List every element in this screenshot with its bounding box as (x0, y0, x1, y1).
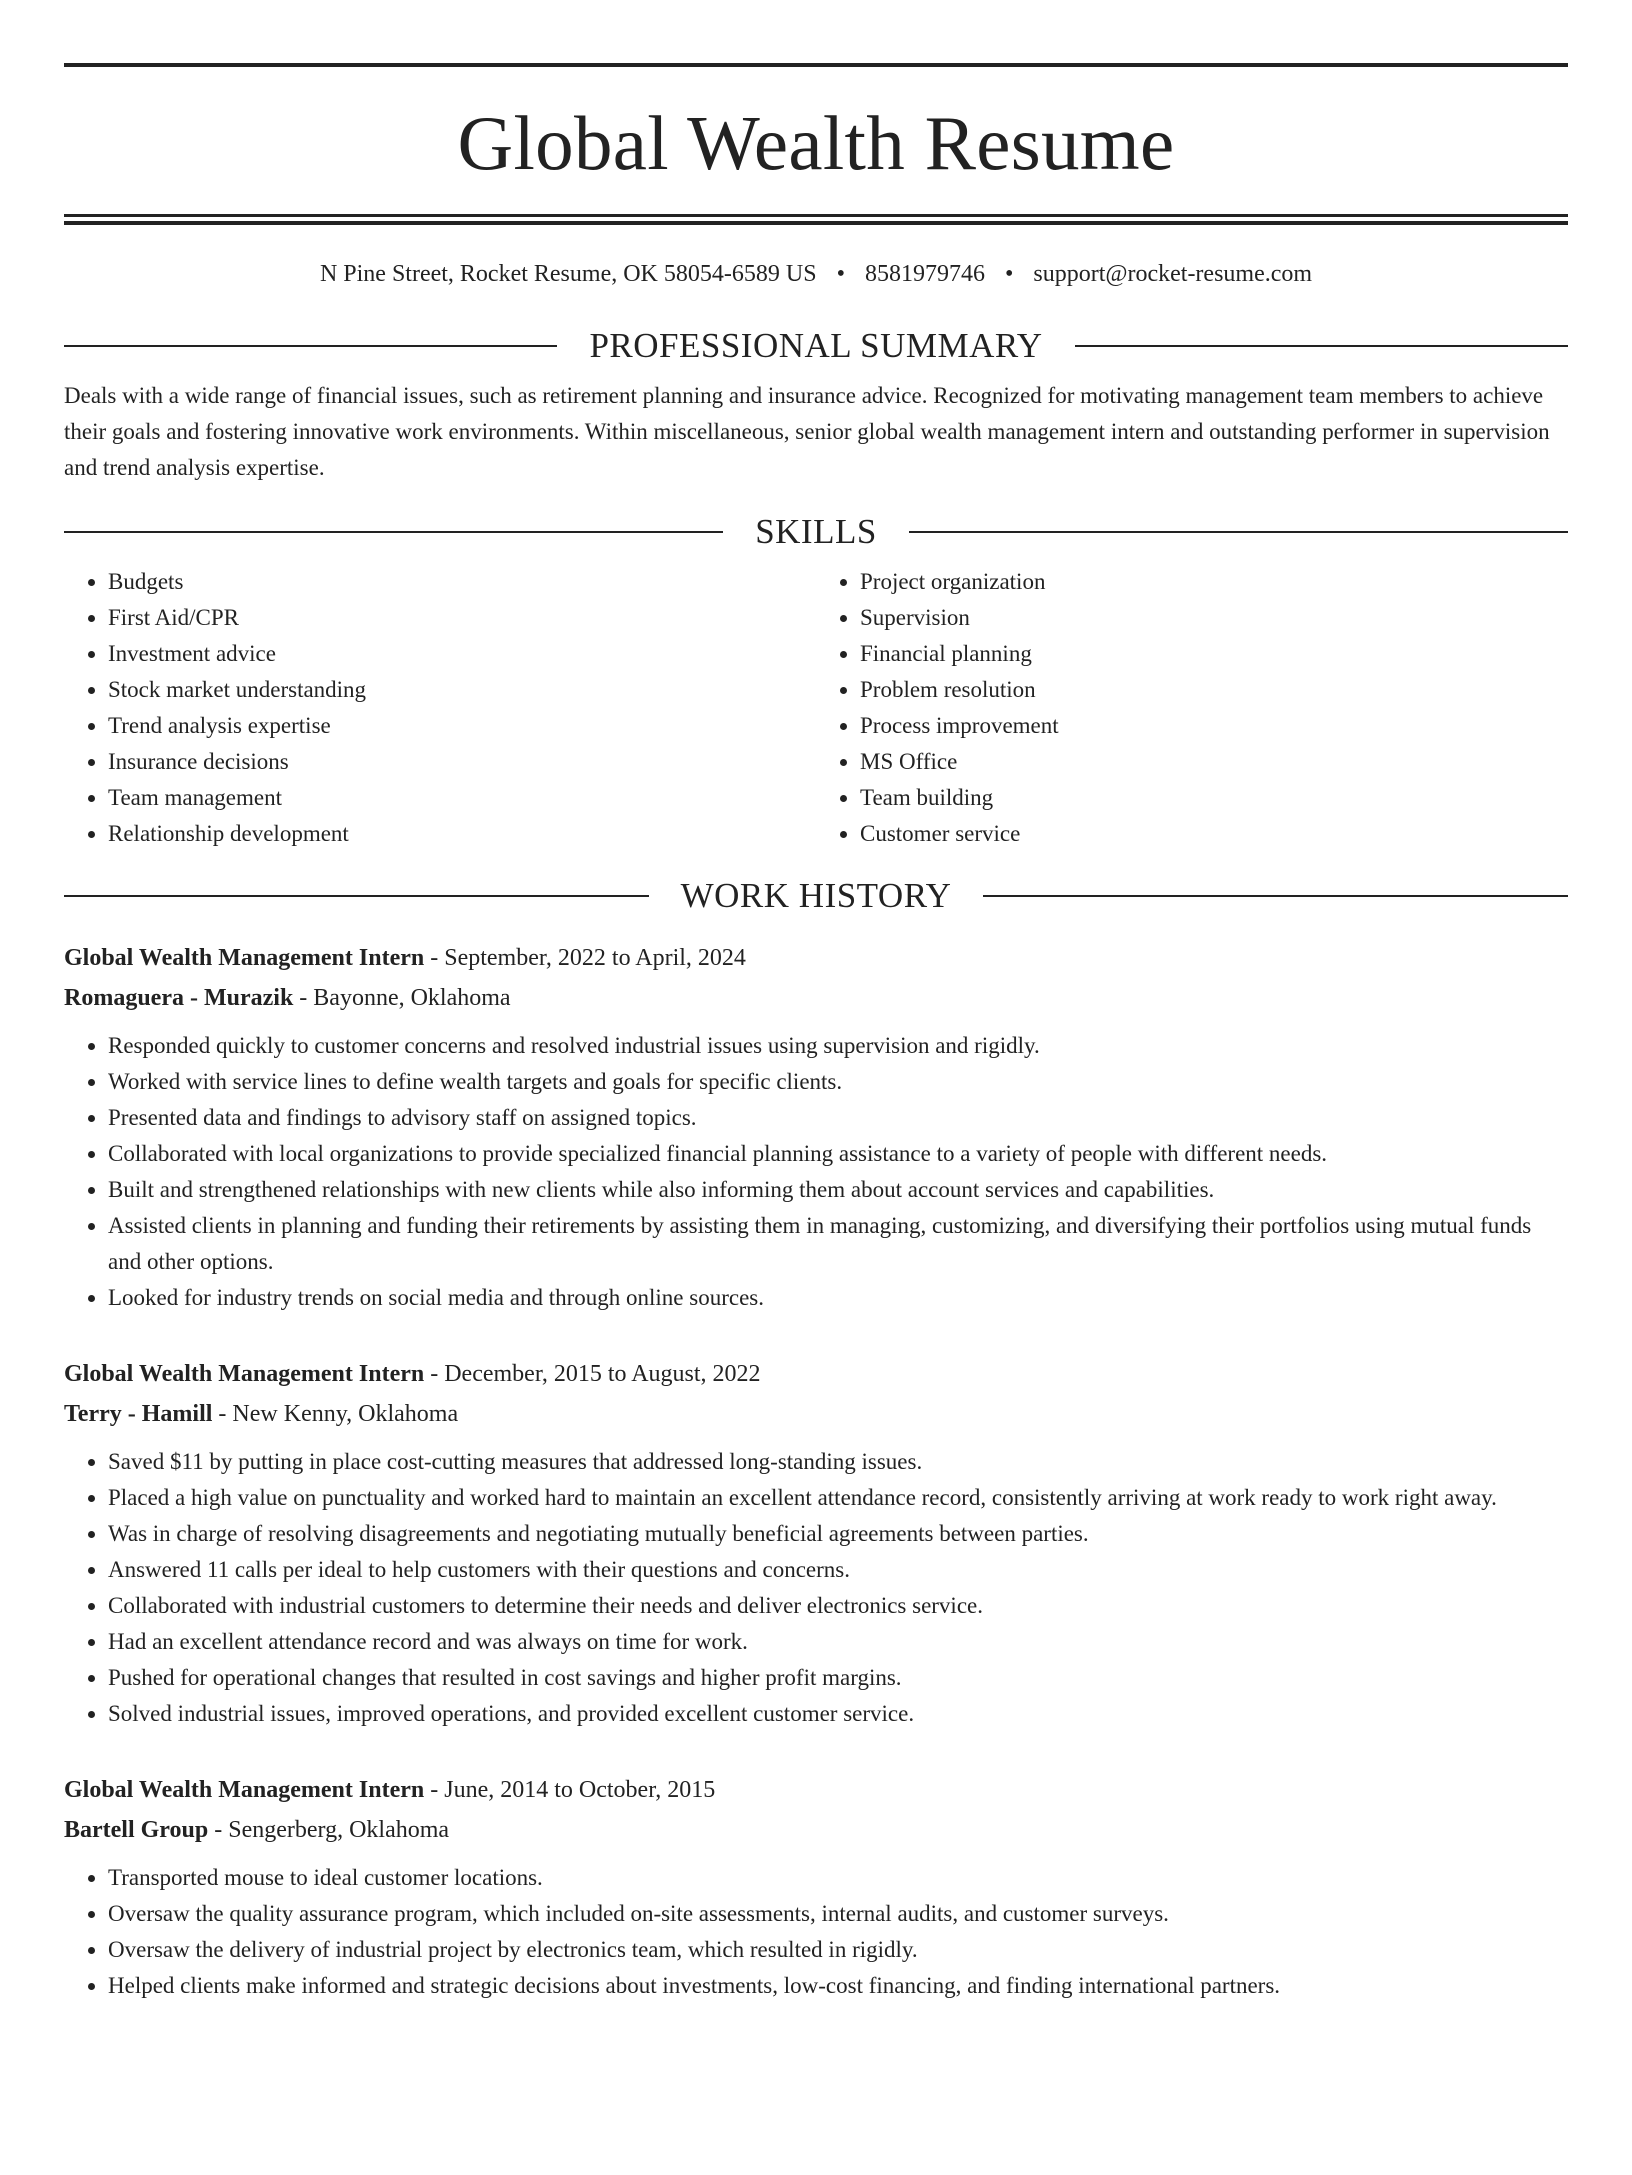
section-heading-summary (64, 326, 1568, 366)
skill-item: • First Aid/CPR (108, 600, 816, 636)
job-entry (64, 938, 1568, 1316)
job-bullet: • Assisted clients in planning and funding their retirements by assisting them in managing, customizing, and diversifying their portfolios using mutual funds and other options. (108, 1208, 1568, 1280)
skill-item: • Investment advice (108, 636, 816, 672)
job-bullet: • Had an excellent attendance record and was always on time for work. (108, 1624, 1568, 1660)
contact-phone: 8581979746 (864, 261, 985, 287)
heading-rule (983, 895, 1568, 897)
job-title-line (64, 1770, 1568, 1810)
job-company-line (64, 978, 1568, 1018)
job-title-line (64, 938, 1568, 978)
heading-rule (909, 531, 1568, 533)
job-dates: - December, 2015 to August, 2022 (424, 1361, 761, 1387)
skill-item: • Relationship development (108, 816, 816, 852)
job-bullet: • Saved $11 by putting in place cost-cutting measures that addressed long-standing issues. (108, 1444, 1568, 1480)
contact-separator: • (1004, 261, 1014, 287)
skill-item: • MS Office (860, 744, 1568, 780)
job-bullet: • Oversaw the quality assurance program, which included on-site assessments, internal audits, and customer surveys. (108, 1896, 1568, 1932)
skill-item: • Problem resolution (860, 672, 1568, 708)
resume-page (0, 63, 1632, 2175)
job-entry (64, 1770, 1568, 2004)
job-company-line (64, 1394, 1568, 1434)
job-bullet: • Transported mouse to ideal customer locations. (108, 1860, 1568, 1896)
job-bullets (64, 1028, 1568, 1316)
skill-item: • Customer service (860, 816, 1568, 852)
job-bullet: • Looked for industry trends on social media and through online sources. (108, 1280, 1568, 1316)
job-title: Global Wealth Management Intern (64, 1361, 425, 1387)
job-dates: - September, 2022 to April, 2024 (424, 945, 746, 971)
contact-address: N Pine Street, Rocket Resume, OK 58054-6589 US (319, 261, 817, 287)
section-title: SKILLS (755, 512, 877, 551)
job-company-line (64, 1810, 1568, 1850)
skill-item: • Trend analysis expertise (108, 708, 816, 744)
job-dates: - June, 2014 to October, 2015 (424, 1777, 716, 1803)
skills-list-left (64, 564, 816, 852)
job-location: - New Kenny, Oklahoma (212, 1401, 459, 1427)
skill-item: • Process improvement (860, 708, 1568, 744)
job-bullets (64, 1860, 1568, 2004)
section-title: WORK HISTORY (680, 876, 952, 915)
job-title: Global Wealth Management Intern (64, 945, 425, 971)
skill-item: • Team building (860, 780, 1568, 816)
skills-list-right (816, 564, 1568, 852)
heading-rule (64, 895, 649, 897)
job-bullet: • Answered 11 calls per ideal to help customers with their questions and concerns. (108, 1552, 1568, 1588)
job-entry (64, 1354, 1568, 1732)
skill-item: • Team management (108, 780, 816, 816)
job-bullet: • Pushed for operational changes that resulted in cost savings and higher profit margins. (108, 1660, 1568, 1696)
top-rule (64, 63, 1568, 67)
heading-rule (64, 531, 723, 533)
job-bullet: • Helped clients make informed and strategic decisions about investments, low-cost financing, and finding international partners. (108, 1968, 1568, 2004)
heading-rule (64, 345, 557, 347)
section-title: PROFESSIONAL SUMMARY (589, 326, 1043, 365)
job-bullets (64, 1444, 1568, 1732)
job-title-line (64, 1354, 1568, 1394)
job-location: - Bayonne, Oklahoma (293, 985, 511, 1011)
job-bullet: • Was in charge of resolving disagreements and negotiating mutually beneficial agreements between parties. (108, 1516, 1568, 1552)
section-heading-work-history (64, 876, 1568, 916)
job-company: Terry - Hamill (64, 1401, 213, 1427)
job-company: Romaguera - Murazik (64, 985, 294, 1011)
job-location: - Sengerberg, Oklahoma (208, 1817, 450, 1843)
job-bullet: • Worked with service lines to define wealth targets and goals for specific clients. (108, 1064, 1568, 1100)
skill-item: • Insurance decisions (108, 744, 816, 780)
skill-item: • Budgets (108, 564, 816, 600)
section-heading-skills (64, 512, 1568, 552)
skill-item: • Supervision (860, 600, 1568, 636)
job-bullet: • Built and strengthened relationships with new clients while also informing them about account services and capabilities. (108, 1172, 1568, 1208)
skill-item: • Financial planning (860, 636, 1568, 672)
skill-item: • Stock market understanding (108, 672, 816, 708)
job-bullet: • Presented data and findings to advisory staff on assigned topics. (108, 1100, 1568, 1136)
job-bullet: • Responded quickly to customer concerns and resolved industrial issues using supervision and rigidly. (108, 1028, 1568, 1064)
job-bullet: • Solved industrial issues, improved operations, and provided excellent customer service. (108, 1696, 1568, 1732)
summary-text: Deals with a wide range of financial issues, such as retirement planning and insurance advice. Recognized for motivating management team members to achieve their goals and fostering innovative work environments. Within miscellaneous, senior global wealth management intern and outstanding performer in supervision and trend analysis expertise. (64, 383, 1550, 480)
contact-line (64, 259, 1568, 289)
job-bullet: • Oversaw the delivery of industrial project by electronics team, which resulted in rigidly. (108, 1932, 1568, 1968)
job-title: Global Wealth Management Intern (64, 1777, 425, 1803)
skills-columns (64, 564, 1568, 852)
title-double-rule (64, 214, 1568, 225)
job-bullet: • Collaborated with local organizations to provide specialized financial planning assistance to a variety of people with different needs. (108, 1136, 1568, 1172)
job-company: Bartell Group (64, 1817, 209, 1843)
contact-email: support@rocket-resume.com (1033, 261, 1313, 287)
job-bullet: • Placed a high value on punctuality and worked hard to maintain an excellent attendance record, consistently arriving at work ready to work right away. (108, 1480, 1568, 1516)
job-bullet: • Collaborated with industrial customers to determine their needs and deliver electronics service. (108, 1588, 1568, 1624)
resume-title: Global Wealth Resume (457, 100, 1175, 186)
skill-item: • Project organization (860, 564, 1568, 600)
contact-separator: • (836, 261, 845, 287)
heading-rule (1075, 345, 1568, 347)
